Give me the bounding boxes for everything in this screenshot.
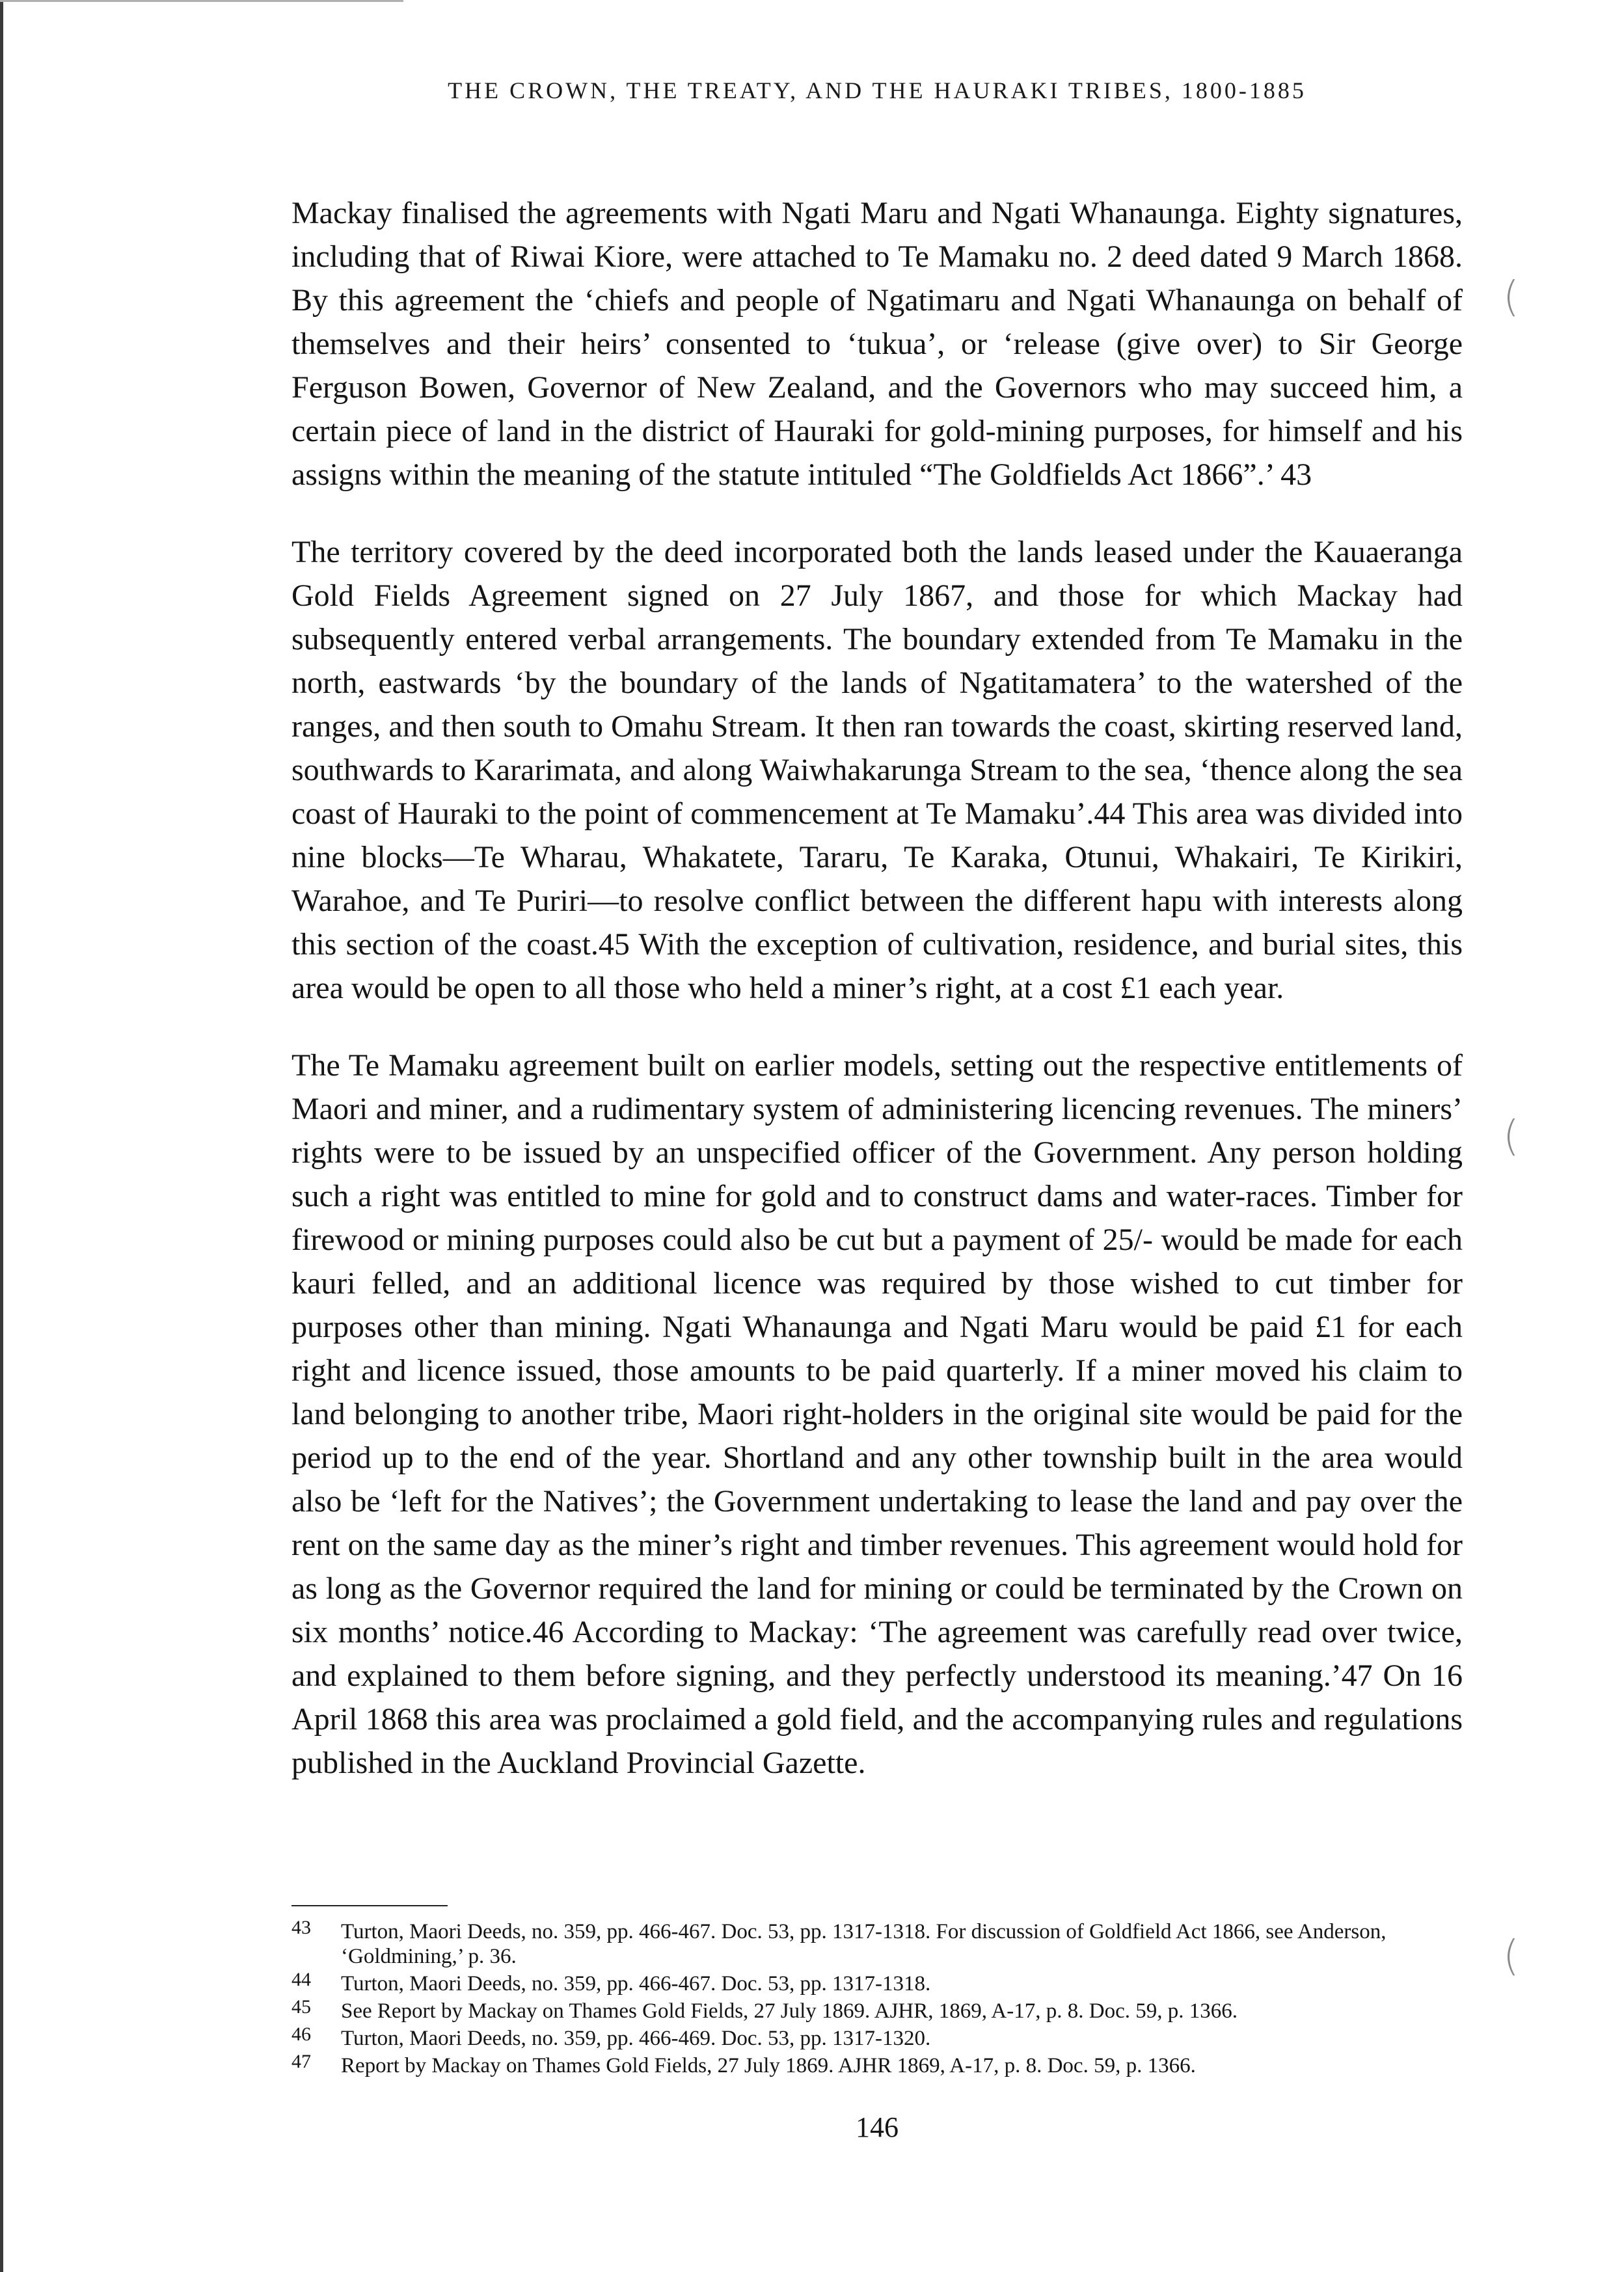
footnote-number: 44 (291, 1969, 311, 1990)
footnote-text: Turton, Maori Deeds, no. 359, pp. 466-467. Doc. 53, pp. 1317-1318. For discussion of Goldfield Act 1866, see Anderson, ‘Goldmining,’ p. 36. (341, 1920, 1387, 1968)
footnote (291, 2053, 1463, 2078)
footnote-number: 47 (291, 2051, 311, 2072)
footnote-text: Turton, Maori Deeds, no. 359, pp. 466-469. Doc. 53, pp. 1317-1320. (341, 2027, 931, 2050)
footnote-number: 43 (291, 1917, 311, 1938)
footnote-number: 46 (291, 2023, 311, 2045)
paragraph-2: The territory covered by the deed incorporated both the lands leased under the Kauaeranga Gold Fields Agreement signed on 27 July 1867, and those for which Mackay had subsequently entered verbal arrangements. The boundary extended from Te Mamaku in the north, eastwards ‘by the boundary of the lands of Ngatitamatera’ to the watershed of the ranges, and then south to Omahu Stream. It then ran towards the coast, skirting reserved land, southwards to Kararimata, and along Waiwhakarunga Stream to the sea, ‘thence along the sea coast of Hauraki to the point of commencement at Te Mamaku’.44 This area was divided into nine blocks—Te Wharau, Whakatete, Tararu, Te Karaka, Otunui, Whakairi, Te Kirikiri, Warahoe, and Te Puriri—to resolve conflict between the different hapu with interests along this section of the coast.45 With the exception of cultivation, residence, and burial sites, this area would be open to all those who held a miner’s right, at a cost £1 each year. (291, 535, 1463, 1005)
running-head: THE CROWN, THE TREATY, AND THE HAURAKI TRIBES, 1800-1885 (448, 77, 1306, 103)
footnote-text: Report by Mackay on Thames Gold Fields, 27 July 1869. AJHR 1869, A-17, p. 8. Doc. 59, p. 1366. (341, 2054, 1196, 2077)
footnotes (291, 1919, 1463, 2081)
footnote (291, 1971, 1463, 1996)
footnote-number: 45 (291, 1996, 311, 2018)
footnote (291, 1919, 1463, 1969)
footnote-rule (291, 1905, 448, 1906)
page-edge (0, 0, 3, 2272)
paragraph-3: The Te Mamaku agreement built on earlier models, setting out the respective entitlements of Maori and miner, and a rudimentary system of administering licencing revenues. The miners’ rights were to be issued by an unspecified officer of the Government. Any person holding such a right was entitled to mine for gold and to construct dams and water-races. Timber for firewood or mining purposes could also be cut but a payment of 25/- would be made for each kauri felled, and an additional licence was required by those wished to cut timber for purposes other than mining. Ngati Whanaunga and Ngati Maru would be paid £1 for each right and licence issued, those amounts to be paid quarterly. If a miner moved his claim to land belonging to another tribe, Maori right-holders in the original site would be paid for the period up to the end of the year. Shortland and any other township built in the area would also be ‘left for the Natives’; the Government undertaking to lease the land and pay over the rent on the same day as the miner’s right and timber revenues. This agreement would hold for as long as the Governor required the land for mining or could be terminated by the Crown on six months’ notice.46 According to Mackay: ‘The agreement was carefully read over twice, and explained to them before signing, and they perfectly understood its meaning.’47 On 16 April 1868 this area was proclaimed a gold field, and the accompanying rules and regulations published in the Auckland Provincial Gazette. (291, 1048, 1463, 1780)
paragraph-1: Mackay finalised the agreements with Ngati Maru and Ngati Whanaunga. Eighty signatures, including that of Riwai Kiore, were attached to Te Mamaku no. 2 deed dated 9 March 1868. By this agreement the ‘chiefs and people of Ngatimaru and Ngati Whanaunga on behalf of themselves and their heirs’ consented to ‘tukua’, or ‘release (give over) to Sir George Ferguson Bowen, Governor of New Zealand, and the Governors who may succeed him, a certain piece of land in the district of Hauraki for gold-mining purposes, for himself and his assigns within the meaning of the statute intituled “The Goldfields Act 1866”.’ 43 (291, 196, 1463, 492)
margin-paren-mark: ( (1503, 1932, 1519, 1981)
footnote-text: Turton, Maori Deeds, no. 359, pp. 466-467. Doc. 53, pp. 1317-1318. (341, 1972, 931, 1995)
page-number: 146 (856, 2111, 899, 2143)
footnote (291, 1996, 1463, 2023)
footnote (291, 2023, 1463, 2051)
top-rule (0, 0, 403, 2)
body-text (291, 191, 1463, 1819)
margin-paren-mark: ( (1503, 1113, 1519, 1161)
margin-paren-mark: ( (1503, 273, 1519, 321)
footnote-text: See Report by Mackay on Thames Gold Fields, 27 July 1869. AJHR, 1869, A-17, p. 8. Doc. 59, p. 1366. (341, 1999, 1238, 2023)
